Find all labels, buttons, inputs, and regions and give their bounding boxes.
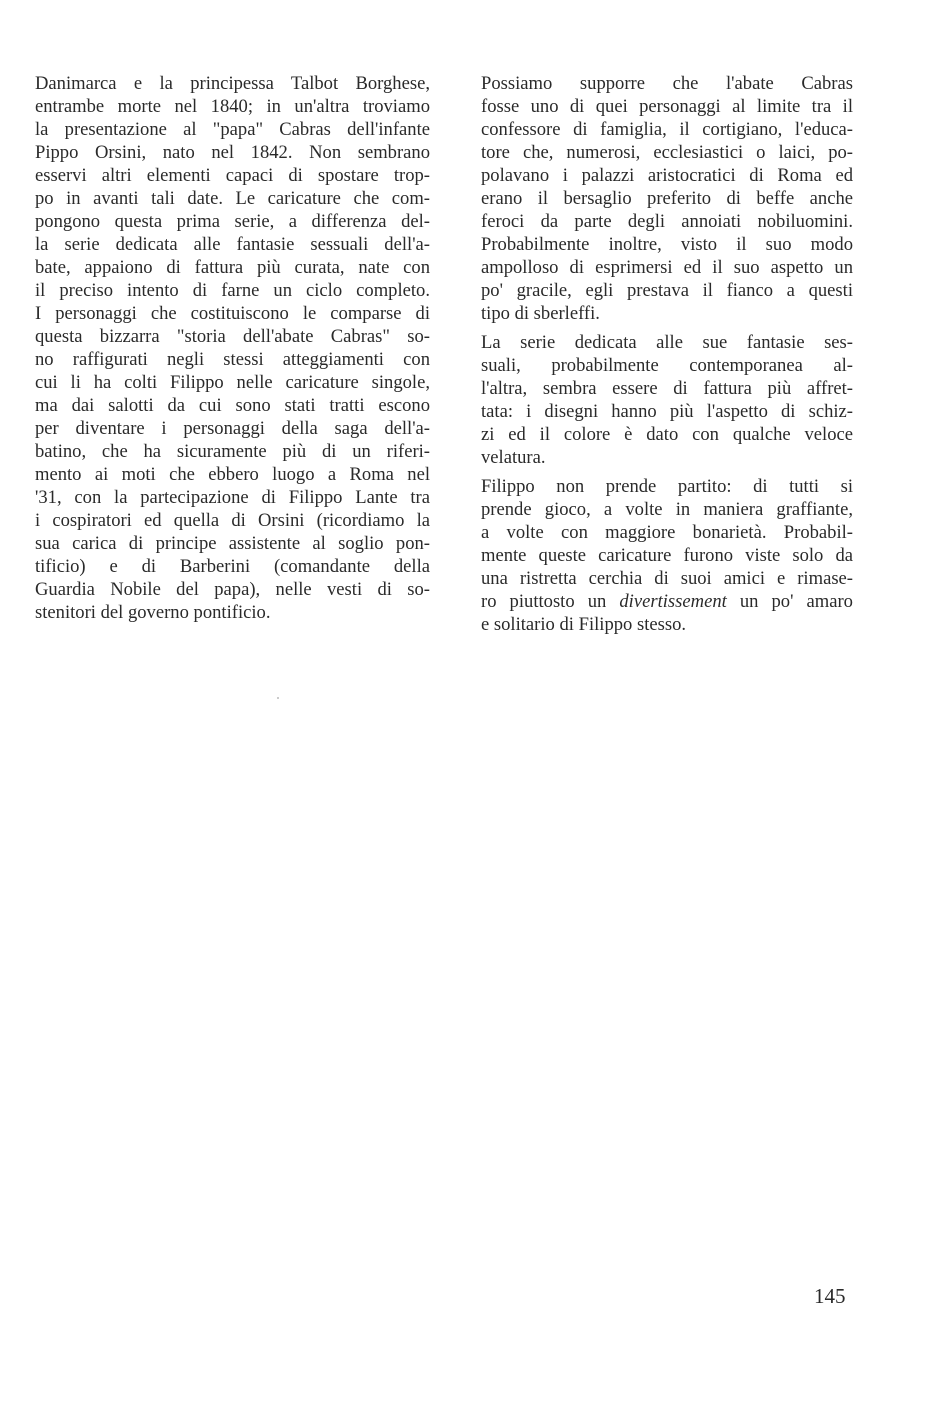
text-line: fosse uno di quei personaggi al limite tra il	[481, 96, 853, 117]
text-line: stenitori del governo pontificio.	[35, 602, 271, 623]
text-line: l'altra, sembra essere di fattura più affret-	[481, 378, 853, 399]
text-line: Danimarca e la principessa Talbot Borghese,	[35, 73, 430, 94]
text-line: Probabilmente inoltre, visto il suo modo	[481, 234, 853, 255]
right-paragraph-2	[456, 331, 853, 469]
text-line: esservi altri elementi capaci di spostare trop-	[35, 165, 430, 186]
left-text-column	[35, 72, 430, 624]
text-line: cui li ha colti Filippo nelle caricature singole,	[35, 372, 430, 393]
text-line: bate, appaiono di fattura più curata, nate con	[35, 257, 430, 278]
text-line: la presentazione al "papa" Cabras dell'infante	[35, 119, 430, 140]
text-line: la serie dedicata alle fantasie sessuali dell'a-	[35, 234, 430, 255]
text-line: e solitario di Filippo stesso.	[481, 614, 687, 635]
text-line: velatura.	[481, 447, 546, 468]
text-line: mente queste caricature furono viste solo da	[481, 545, 853, 566]
text-line: I personaggi che costituiscono le comparse di	[35, 303, 430, 324]
print-speck	[277, 697, 279, 699]
text-line: entrambe morte nel 1840; in un'altra troviamo	[35, 96, 430, 117]
text-line: La serie dedicata alle sue fantasie ses-	[481, 332, 853, 353]
italic-term: divertissement	[619, 591, 727, 612]
text-line: tipo di sberleffi.	[481, 303, 600, 324]
text-line: Guardia Nobile del papa), nelle vesti di so-	[35, 579, 430, 600]
text-line: suali, probabilmente contemporanea al-	[481, 355, 853, 376]
text-line: pongono questa prima serie, a differenza del-	[35, 211, 430, 232]
text-line: sua carica di principe assistente al soglio pon-	[35, 533, 430, 554]
right-paragraph-1	[456, 72, 853, 325]
text-line: no raffigurati negli stessi atteggiamenti con	[35, 349, 430, 370]
text-line: per diventare i personaggi della saga dell'a-	[35, 418, 430, 439]
text-line: mento ai moti che ebbero luogo a Roma nel	[35, 464, 430, 485]
text-line: Filippo non prende partito: di tutti si	[481, 476, 853, 497]
text-line: una ristretta cerchia di suoi amici e rimase-	[481, 568, 853, 589]
text-line: batino, che ha sicuramente più di un riferi-	[35, 441, 430, 462]
text-line: tore che, numerosi, ecclesiastici o laici, po-	[481, 142, 853, 163]
text-line: confessore di famiglia, il cortigiano, l'educa-	[481, 119, 853, 140]
text-line: Possiamo supporre che l'abate Cabras	[481, 73, 853, 94]
text-line: ro piuttosto un divertissement un po' amaro	[481, 591, 853, 612]
text-line: tificio) e di Barberini (comandante della	[35, 556, 430, 577]
right-text-column	[456, 72, 853, 636]
page-number: 145	[814, 1284, 846, 1308]
text-line: tata: i disegni hanno più l'aspetto di schiz-	[481, 401, 853, 422]
text-line: '31, con la partecipazione di Filippo Lante tra	[35, 487, 430, 508]
text-line: feroci da parte degli annoiati nobiluomini.	[481, 211, 853, 232]
text-line: polavano i palazzi aristocratici di Roma ed	[481, 165, 853, 186]
right-paragraph-3	[456, 475, 853, 636]
text-line: a volte con maggiore bonarietà. Probabil-	[481, 522, 853, 543]
text-line: il preciso intento di farne un ciclo completo.	[35, 280, 430, 301]
text-line: zi ed il colore è dato con qualche veloce	[481, 424, 853, 445]
text-line: ma dai salotti da cui sono stati tratti escono	[35, 395, 430, 416]
text-line: po' gracile, egli prestava il fianco a questi	[481, 280, 853, 301]
text-line: Pippo Orsini, nato nel 1842. Non sembrano	[35, 142, 430, 163]
text-line: ampolloso di esprimersi ed il suo aspetto un	[481, 257, 853, 278]
text-line: po in avanti tali date. Le caricature che com-	[35, 188, 430, 209]
left-paragraph	[35, 72, 430, 624]
text-line: erano il bersaglio preferito di beffe anche	[481, 188, 853, 209]
text-line: i cospiratori ed quella di Orsini (ricordiamo la	[35, 510, 430, 531]
text-line: questa bizzarra "storia dell'abate Cabras" so-	[35, 326, 430, 347]
text-line: prende gioco, a volte in maniera graffiante,	[481, 499, 853, 520]
